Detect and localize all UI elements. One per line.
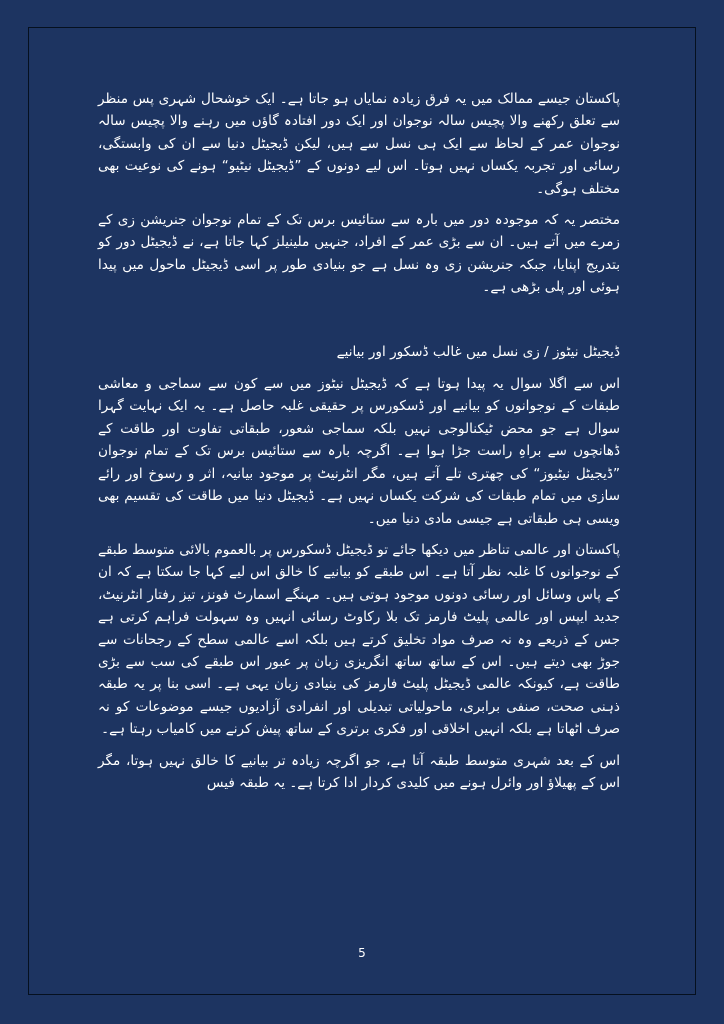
section-heading: ڈیجیٹل نیٹوز / زی نسل میں غالب ڈسکور اور بیانیے (336, 343, 620, 360)
paragraph-3: اس سے اگلا سوال یہ پیدا ہوتا ہے کہ ڈیجیٹل نیٹوز میں سے کون سے سماجی و معاشی طبقات کے نوجوانوں کو بیانیے اور ڈسکورس پر حقیقی غلبہ حاصل ہے۔ یہ ایک نہایت گہرا سوال ہے جو محض ٹیکنالوجی نہیں بلکہ سماجی شعور، طبقاتی تفاوت اور طاقت کے ڈھانچوں سے براہِ راست جڑا ہوا ہے۔ اگرچہ بارہ سے ستائیس برس تک کے تمام نوجوان ”ڈیجیٹل نیٹیوز“ کی چھتری تلے آتے ہیں، مگر انٹرنیٹ پر موجود بیانیہ، اثر و رسوخ اور رائے سازی میں تمام طبقات کی شرکت یکساں نہیں ہے۔ ڈیجیٹل دنیا میں طاقت کی تقسیم بھی ویسی ہی طبقاتی ہے جیسی مادی دنیا میں۔ (98, 376, 620, 527)
paragraph-2: مختصر یہ کہ موجودہ دور میں بارہ سے ستائیس برس تک کے تمام نوجوان جنریشن زی کے زمرے میں آتے ہیں۔ ان سے بڑی عمر کے افراد، جنہیں ملینیلز کہا جاتا ہے، نے ڈیجیٹل دور کو بتدریج اپنایا، جبکہ جنریشن زی وہ نسل ہے جو بنیادی طور پر اسی ڈیجیٹل ماحول میں پیدا ہوئی اور پلی بڑھی ہے۔ (98, 212, 620, 296)
paragraph-4: پاکستان اور عالمی تناظر میں دیکھا جائے تو ڈیجیٹل ڈسکورس پر بالعموم بالائی متوسط طبقے کے نوجوانوں کا غلبہ نظر آتا ہے۔ اس طبقے کو بیانیے کا خالق اس لیے کہا جا سکتا ہے کہ ان کے پاس وسائل اور رسائی دونوں موجود ہوتی ہیں۔ مہنگے اسمارٹ فونز، تیز رفتار انٹرنیٹ، جدید ایپس اور عالمی پلیٹ فارمز تک بلا رکاوٹ رسائی انہیں وہ سہولت فراہم کرتی ہے جس کے ذریعے وہ نہ صرف مواد تخلیق کرتے ہیں بلکہ اسے عالمی سطح کے رجحانات سے جوڑ بھی دیتے ہیں۔ اس کے ساتھ ساتھ انگریزی زبان پر عبور اس طبقے کی سب سے بڑی طاقت ہے، کیونکہ عالمی ڈیجیٹل پلیٹ فارمز کی بنیادی زبان یہی ہے۔ اسی بنا پر یہ طبقہ ذہنی صحت، صنفی برابری، ماحولیاتی تبدیلی اور انفرادی آزادیوں جیسے موضوعات کو نہ صرف اٹھاتا ہے بلکہ انہیں اخلاقی اور فکری برتری کے ساتھ پیش کرنے میں کامیاب رہتا ہے۔ (98, 541, 620, 738)
page-number: 5 (358, 946, 366, 960)
paragraph-5: اس کے بعد شہری متوسط طبقہ آتا ہے، جو اگرچہ زیادہ تر بیانیے کا خالق نہیں ہوتا، مگر اس کے پھیلاؤ اور وائرل ہونے میں کلیدی کردار ادا کرتا ہے۔ یہ طبقہ فیس (98, 752, 620, 791)
paragraph-1: پاکستان جیسے ممالک میں یہ فرق زیادہ نمایاں ہو جاتا ہے۔ ایک خوشحال شہری پس منظر سے تعلق رکھنے والا پچیس سالہ نوجوان اور ایک دور افتادہ گاؤں میں رہنے والا پچیس سالہ نوجوان عمر کے لحاظ سے ایک ہی نسل سے ہیں، لیکن ڈیجیٹل دنیا سے ان کی وابستگی، رسائی اور تجربہ یکساں نہیں ہوتا۔ اس لیے دونوں کے ”ڈیجیٹل نیٹیو“ ہونے کی نوعیت بھی مختلف ہوگی۔ (98, 91, 620, 197)
body-text (98, 88, 620, 803)
